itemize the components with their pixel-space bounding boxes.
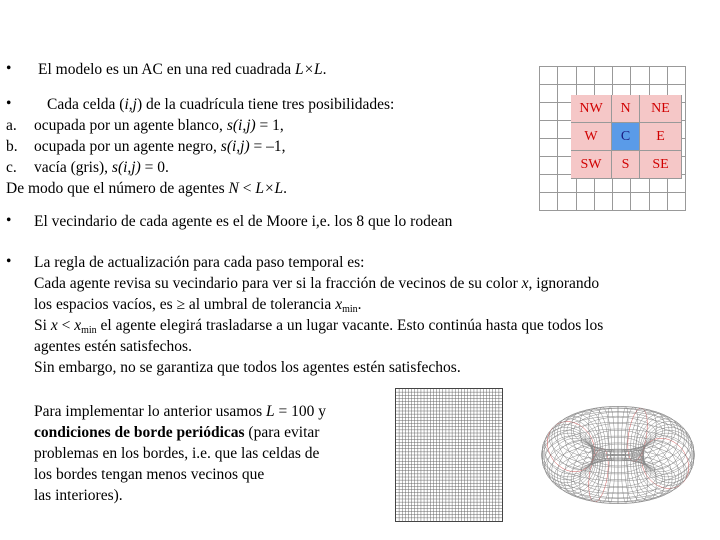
state-b-marker: b. — [6, 138, 18, 155]
implementation-line-3: problemas en los bordes, i.e. que las celdas de — [34, 445, 320, 462]
grid-cell — [540, 85, 558, 103]
grid-cell — [540, 121, 558, 139]
update-rule-line-2: Cada agente revisa su vecindario para ver si la fracción de vecinos de su color x, ignorando — [34, 275, 600, 292]
grid-cell — [540, 175, 558, 193]
update-rule-line-4: Si $x < x_{min}$ el agente elegirá trasladarse a un lugar vacante. Esto continúa hasta que todos los — [34, 317, 604, 336]
moore-neighborhood-grid — [539, 66, 686, 211]
square-lattice-illustration — [395, 388, 503, 522]
moore-cell-e: E — [640, 123, 682, 151]
grid-cell — [595, 193, 613, 211]
implementation-line-5: las interiores). — [34, 487, 123, 504]
grid-cell — [540, 67, 558, 85]
grid-cell — [613, 67, 631, 85]
bullet-4: • — [6, 253, 12, 270]
moore-cell-c: C — [612, 123, 640, 151]
model-description: El modelo es un AC en una red cuadrada L×L. — [38, 61, 327, 78]
grid-cell — [540, 139, 558, 157]
agent-count: De modo que el número de agentes N < L×L. — [6, 180, 287, 197]
grid-cell — [540, 193, 558, 211]
grid-cell — [631, 193, 649, 211]
update-rule-line-5: agentes estén satisfechos. — [34, 338, 192, 355]
cell-states-intro: Cada celda (i,j) de la cuadrícula tiene tres posibilidades: — [47, 96, 395, 113]
grid-cell — [595, 67, 613, 85]
update-rule-line-6: Sin embargo, no se garantiza que todos los agentes estén satisfechos. — [34, 359, 461, 376]
update-rule-title: La regla de actualización para cada paso temporal es: — [34, 254, 365, 271]
implementation-line-4: los bordes tengan menos vecinos que — [34, 466, 265, 483]
implementation-line-2: condiciones de borde periódicas (para evitar — [34, 424, 320, 441]
moore-cell-s: S — [612, 151, 640, 179]
grid-cell — [540, 157, 558, 175]
grid-cell — [650, 67, 668, 85]
moore-cell-sw: SW — [571, 151, 612, 179]
moore-cell-n: N — [612, 95, 640, 123]
grid-cell — [668, 193, 686, 211]
grid-cell — [558, 193, 576, 211]
moore-cell-w: W — [571, 123, 612, 151]
grid-cell — [540, 103, 558, 121]
grid-cell — [668, 67, 686, 85]
state-c: vacía (gris), s(i,j) = 0. — [34, 159, 169, 176]
implementation-line-1: Para implementar lo anterior usamos L = 100 y — [34, 403, 327, 420]
bullet-3: • — [6, 212, 12, 229]
grid-cell — [577, 67, 595, 85]
grid-cell — [631, 67, 649, 85]
update-rule-line-3: los espacios vacíos, es ≥ al umbral de tolerancia $x_{min}$. — [34, 296, 362, 315]
state-b: ocupada por un agente negro, s(i,j) = –1, — [34, 138, 286, 155]
moore-cell-ne: NE — [640, 95, 682, 123]
moore-cell-nw: NW — [571, 95, 612, 123]
state-a-marker: a. — [6, 117, 17, 134]
bullet-1: • — [6, 60, 12, 77]
grid-cell — [650, 193, 668, 211]
moore-cell-se: SE — [640, 151, 682, 179]
grid-cell — [558, 67, 576, 85]
torus-illustration — [528, 383, 708, 523]
grid-cell — [613, 193, 631, 211]
grid-cell — [577, 193, 595, 211]
state-a: ocupada por un agente blanco, s(i,j) = 1, — [34, 117, 284, 134]
moore-neighborhood-text: El vecindario de cada agente es el de Moore i,e. los 8 que lo rodean — [34, 213, 453, 230]
bullet-2: • — [6, 95, 12, 112]
state-c-marker: c. — [6, 159, 17, 176]
